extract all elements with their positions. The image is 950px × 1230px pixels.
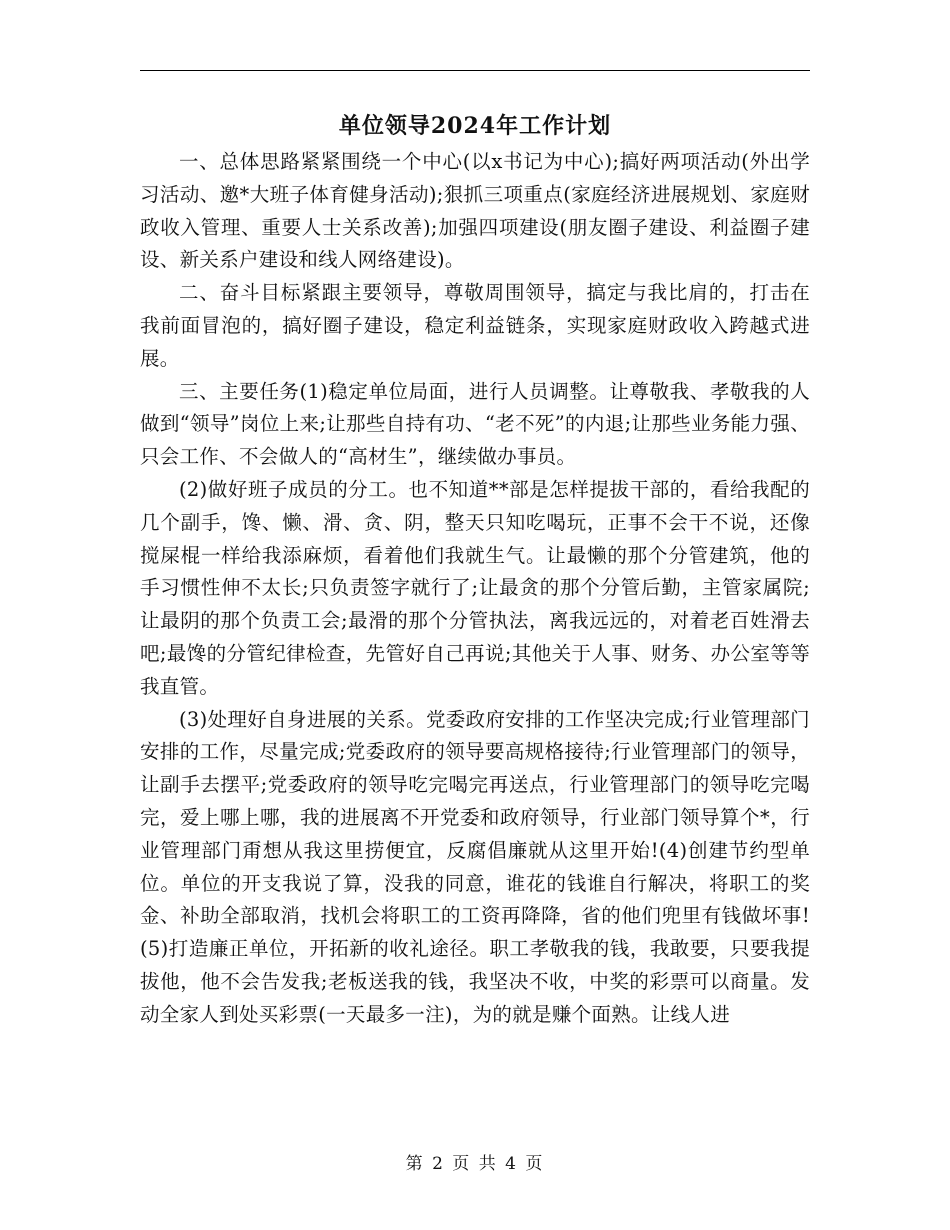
paragraph-relations: (3)处理好自身进展的关系。党委政府安排的工作坚决完成;行业管理部门安排的工作，尽量完成;党委政府的领导要高规格接待;行业管理部门的领导，让副手去摆平;党委政府的领导吃完喝完再送点，行业管理部门的领导吃完喝完，爱上哪上哪，我的进展离不开党委和政府领导，行业部门领导算个*，行业管理部门甭想从我这里捞便宜，反腐倡廉就从这里开始!(4)创建节约型单位。单位的开支我说了算，没我的同意，谁花的钱谁自行解决，将职工的奖金、补助全部取消，找机会将职工的工资再降降，省的他们兜里有钱做坏事!(5)打造廉正单位，开拓新的收礼途径。职工孝敬我的钱，我敢要，只要我提拔他，他不会告发我;老板送我的钱，我坚决不收，中奖的彩票可以商量。发动全家人到处买彩票(一天最多一注)，为的就是赚个面熟。让线人进 [140, 707, 810, 1026]
header-rule [140, 70, 810, 71]
paragraph-overall-approach: 一、总体思路紧紧围绕一个中心(以x书记为中心);搞好两项活动(外出学习活动、邀*大班子体育健身活动);狠抓三项重点(家庭经济进展规划、家庭财政收入管理、重要人士关系改善);加强四项建设(朋友圈子建设、利益圈子建设、新关系户建设和线人网络建设)。 [140, 150, 810, 272]
page-number-footer: 第 2 页 共 4 页 [405, 1154, 545, 1174]
paragraph-goals: 二、奋斗目标紧跟主要领导，尊敬周围领导，搞定与我比肩的，打击在我前面冒泡的，搞好圈子建设，稳定利益链条，实现家庭财政收入跨越式进展。 [140, 281, 810, 370]
paragraph-team-division: (2)做好班子成员的分工。也不知道**部是怎样提拔干部的，看给我配的几个副手，馋、懒、滑、贪、阴，整天只知吃喝玩，正事不会干不说，还像搅屎棍一样给我添麻烦，看着他们我就生气。让最懒的那个分管建筑，他的手习惯性伸不太长;只负责签字就行了;让最贪的那个分管后勤，主管家属院;让最阴的那个负责工会;最滑的那个分管执法，离我远远的，对着老百姓滑去吧;最馋的分管纪律检查，先管好自己再说;其他关于人事、财务、办公室等等我直管。 [140, 477, 810, 698]
document-title: 单位领导2024年工作计划 [338, 113, 612, 139]
document-body [140, 146, 810, 1032]
paragraph-main-tasks: 三、主要任务(1)稳定单位局面，进行人员调整。让尊敬我、孝敬我的人做到“领导”岗位上来;让那些自持有功、“老不死”的内退;让那些业务能力强、只会工作、不会做人的“高材生”，继续做办事员。 [140, 379, 810, 469]
